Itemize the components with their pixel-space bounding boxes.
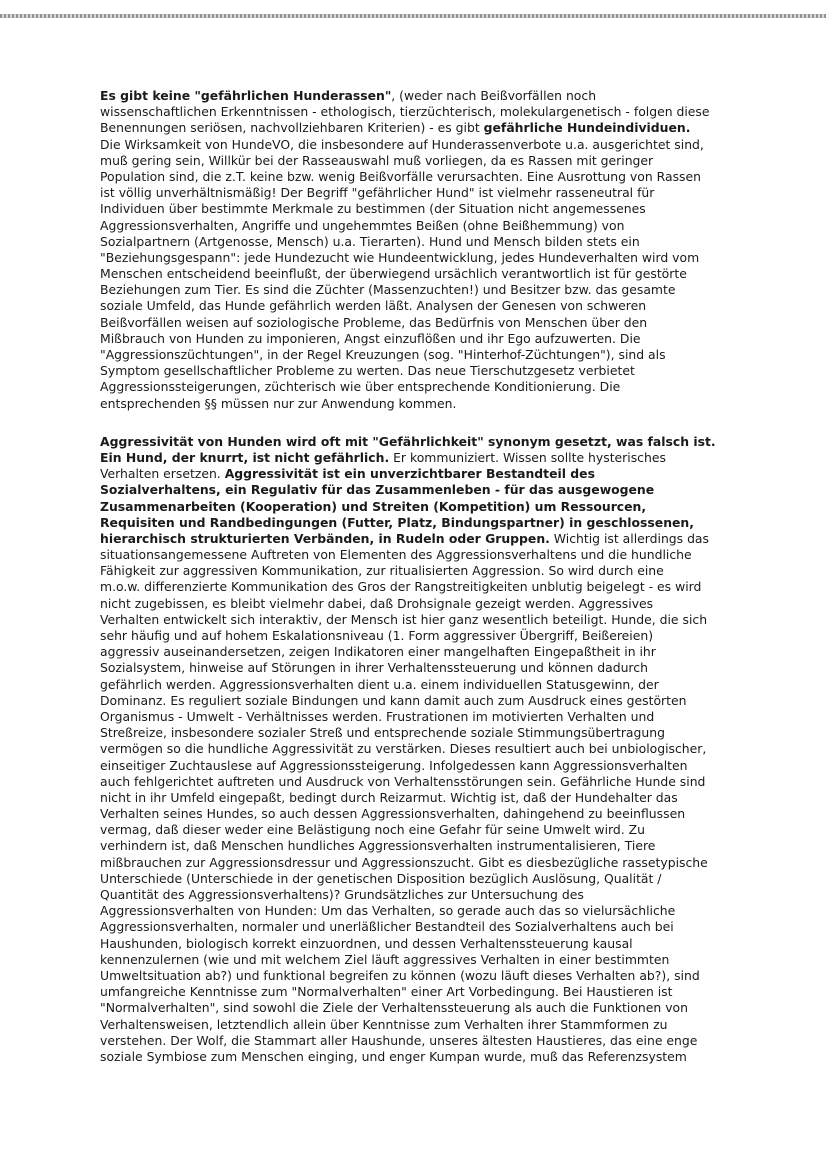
text-run: Quantität des Aggressionsverhaltens)? Grundsätzliches zur Untersuchung des (100, 887, 584, 902)
text-run: Umweltsituation ab?) und funktional begreifen zu können (wozu läuft dieses Verhalten ab?), sind (100, 967, 700, 983)
text-run: Verhalten seines Hundes, so auch dessen Aggressionsverhalten, dahingehend zu beeinflussen (100, 806, 686, 822)
text-run: Verhalten ersetzen. (100, 466, 225, 482)
text-line (100, 347, 790, 363)
text-run: Population sind, die z.T. keine bzw. wenig Beißvorfälle verursachten. Eine Ausrottung von Rassen (100, 168, 701, 184)
text-line (100, 903, 790, 919)
text-run: "Normalverhalten", sind sowohl die Ziele der Verhaltenssteuerung als auch die Funktionen von (100, 1000, 688, 1016)
text-line (100, 104, 790, 120)
text-line (100, 725, 790, 741)
text-line (100, 855, 790, 871)
text-run: Verhalten entwickelt sich interaktiv, der Mensch ist hier ganz wesentlich beteiligt. Hunde, die sich (100, 611, 708, 627)
text-run: Sozialsystem, hinweise auf Störungen in ihrer Verhaltenssteuerung und können dadurch (100, 660, 648, 676)
text-run: Organismus - Umwelt - Verhältnisses werden. Frustrationen im motivierten Verhalten und (100, 708, 655, 724)
text-line (100, 660, 790, 676)
text-line (100, 218, 790, 234)
text-run: auch fehlgerichtet auftreten und Ausdruck von Verhaltensstörungen sein. Gefährliche Hunde sind (100, 773, 706, 789)
text-line (100, 282, 790, 298)
bold-text-run: Es gibt keine "gefährlichen Hunderassen" (100, 88, 392, 103)
text-run: Verhaltensweisen, letztendlich allein über Kenntnisse zum Verhalten ihrer Stammformen zu (100, 1016, 668, 1032)
text-line (100, 547, 790, 563)
text-line (100, 185, 790, 201)
text-line (100, 234, 790, 250)
text-line (100, 919, 790, 935)
bold-text-run: Aggressivität ist ein unverzichtbarer Bestandteil des (224, 466, 595, 482)
text-line (100, 790, 790, 806)
text-line (100, 596, 790, 612)
paragraph-dangerous-breeds (100, 88, 790, 412)
text-run: Symptom gesellschaftlicher Probleme zu werten. Das neue Tierschutzgesetz verbietet (100, 363, 635, 379)
bold-text-run: Aggressivität von Hunden wird oft mit "Gefährlichkeit" synonym gesetzt, was falsch ist. (100, 433, 716, 449)
text-line (100, 612, 790, 628)
scan-edge-artifact (0, 14, 826, 18)
text-run: Individuen über bestimmte Merkmale zu bestimmen (der Situation nicht angemessenes (100, 201, 646, 217)
text-run: ist völlig unverhältnismäßig! Der Begriff "gefährlicher Hund" ist vielmehr rasseneutral für (100, 185, 655, 201)
text-run: gefährlich werden. Aggressionsverhalten dient u.a. einem individuellen Statusgewinn, der (100, 676, 659, 692)
text-run: Wichtig ist allerdings das (549, 530, 709, 546)
text-line (100, 331, 790, 347)
text-run: Aggressionsverhalten von Hunden: Um das Verhalten, so gerade auch das so vielursächliche (100, 903, 676, 919)
text-line (100, 1000, 790, 1016)
text-run: vermag, daß dieser weder eine Belästigung noch eine Gefahr für seine Umwelt wird. Zu (100, 822, 645, 838)
text-run: einseitiger Zuchtauslese auf Aggressionssteigerung. Infolgedessen kann Aggressionsverhalten (100, 757, 688, 773)
bold-text-run: gefährliche Hundeindividuen. (483, 120, 691, 136)
text-line (100, 579, 790, 595)
text-run: Fähigkeit zur aggressiven Kommunikation, zur ritualisierten Aggression. So wird durch eine (100, 563, 664, 579)
bold-text-run: hierarchisch strukturierten Verbänden, in Rudeln oder Gruppen. (100, 530, 550, 546)
text-line (100, 298, 790, 314)
text-line (100, 1017, 790, 1033)
text-line (100, 693, 790, 709)
text-run: "Beziehungsgespann": jede Hundezucht wie Hundeentwicklung, jedes Hundeverhalten wird vom (100, 249, 700, 265)
text-line (100, 266, 790, 282)
text-run: , (weder nach Beißvorfällen noch (391, 88, 597, 103)
text-run: soziale Umfeld, das Hunde gefährlich werden läßt. Analysen der Genesen von schweren (100, 298, 647, 314)
bold-text-run: Sozialverhaltens, ein Regulativ für das Zusammenleben - für das ausgewogene (100, 482, 655, 498)
text-line (100, 822, 790, 838)
text-line (100, 1033, 790, 1049)
text-line (100, 871, 790, 887)
bold-text-run: Ein Hund, der knurrt, ist nicht gefährlich. (100, 449, 390, 465)
text-run: m.o.w. differenzierte Kommunikation des Gros der Rangstreitigkeiten unblutig beigelegt - es wird (100, 579, 702, 595)
text-run: Sozialpartnern (Artgenosse, Mensch) u.a. Tierarten). Hund und Mensch bilden stets ein (100, 233, 640, 249)
text-line (100, 838, 790, 854)
text-run: entsprechenden §§ müssen nur zur Anwendung kommen. (100, 395, 457, 411)
text-run: Er kommuniziert. Wissen sollte hysterisches (389, 449, 666, 465)
text-run: nicht in ihr Umfeld eingepaßt, bedingt durch Reizarmut. Wichtig ist, daß der Hundehalter das (100, 789, 678, 805)
text-line (100, 741, 790, 757)
text-line (100, 396, 790, 412)
text-run: mißbrauchen zur Aggressionsdressur und Aggressionszucht. Gibt es diesbezügliche rassetypische (100, 854, 708, 870)
text-run: wissenschaftlichen Erkenntnissen - ethologisch, tierzüchterisch, molekulargenetisch - folgen diese (100, 104, 710, 120)
text-run: aggressiv auseinandersetzen, zeigen Indikatoren einer mangelhaften Eingepaßtheit in ihr (100, 644, 656, 660)
text-line (100, 169, 790, 185)
text-line (100, 499, 790, 515)
text-run: Haushunden, biologisch korrekt einzuordnen, und dessen Verhaltenssteuerung kausal (100, 935, 633, 951)
text-line (100, 968, 790, 984)
text-run: soziale Symbiose zum Menschen einging, und enger Kumpan wurde, muß das Referenzsystem (100, 1048, 687, 1064)
text-line (100, 137, 790, 153)
text-line (100, 515, 790, 531)
text-run: Beziehungen zum Tier. Es sind die Züchter (Massenzuchten!) und Besitzer bzw. das gesamte (100, 282, 676, 298)
text-line (100, 677, 790, 693)
text-line (100, 936, 790, 952)
text-run: Benennungen seriösen, nachvollziehbaren Kriterien) - es gibt (100, 120, 484, 136)
text-run: Die Wirksamkeit von HundeVO, die insbesondere auf Hunderassenverbote u.a. ausgerichtet sind, (100, 136, 704, 152)
document-body (100, 88, 790, 1065)
text-run: Menschen entscheidend beeinflußt, der überwiegend ursächlich verantwortlich ist für gestörte (100, 266, 687, 282)
paragraph-aggressiveness (100, 434, 790, 1065)
text-run: kennenzulernen (wie und mit welchem Ziel läuft aggressives Verhalten in einer bestimmten (100, 951, 670, 967)
text-line (100, 153, 790, 169)
text-line (100, 466, 790, 482)
text-run: nicht zugebissen, es bleibt vielmehr dabei, daß Drohsignale gezeigt werden. Aggressives (100, 595, 654, 611)
text-run: verhindern ist, daß Menschen hundliches Aggressionsverhalten instrumentalisieren, Tiere (100, 838, 656, 854)
text-run: Streßreize, insbesondere sozialer Streß und entsprechende soziale Stimmungsübertragung (100, 725, 665, 741)
text-line (100, 563, 790, 579)
text-run: "Aggressionszüchtungen", in der Regel Kreuzungen (sog. "Hinterhof-Züchtungen"), sind als (100, 347, 666, 362)
text-run: muß gering sein, Willkür bei der Rasseauswahl muß vorliegen, da es Rassen mit geringer (100, 152, 654, 168)
text-run: verstehen. Der Wolf, die Stammart aller Haushunde, unseres ältesten Haustieres, das eine enge (100, 1032, 698, 1048)
bold-text-run: Zusammenarbeiten (Kooperation) und Streiten (Kompetition) um Ressourcen, (100, 498, 647, 514)
text-line (100, 709, 790, 725)
text-run: Aggressionsverhalten, Angriffe und ungehemmtes Beißen (ohne Beißhemmung) von (100, 217, 625, 233)
text-run: Dominanz. Es reguliert soziale Bindungen und kann damit auch zum Ausdruck eines gestörten (100, 692, 687, 708)
text-line (100, 88, 790, 104)
text-line (100, 120, 790, 136)
text-line (100, 315, 790, 331)
text-line (100, 887, 790, 903)
text-line (100, 482, 790, 498)
text-line (100, 644, 790, 660)
text-line (100, 434, 790, 450)
text-run: situationsangemessene Auftreten von Elementen des Aggressionsverhaltens und die hundliche (100, 547, 692, 563)
text-run: Mißbrauch von Hunden zu imponieren, Angst einzuflößen und ihr Ego aufzuwerten. Die (100, 330, 641, 346)
text-line (100, 952, 790, 968)
text-run: Aggressionssteigerungen, züchterisch wie über entsprechende Konditionierung. Die (100, 379, 621, 395)
text-run: vermögen so die hundliche Aggressivität zu verstärken. Dieses resultiert auch bei unbiologischer, (100, 741, 707, 757)
text-line (100, 774, 790, 790)
text-line (100, 363, 790, 379)
text-line (100, 1049, 790, 1065)
text-line (100, 379, 790, 395)
text-run: Aggressionsverhalten, normaler und unerläßlicher Bestandteil des Sozialverhaltens auch bei (100, 919, 674, 935)
text-line (100, 450, 790, 466)
text-run: sehr häufig und auf hohem Eskalationsniveau (1. Form aggressiver Übergriff, Beißereien) (100, 628, 654, 643)
text-line (100, 250, 790, 266)
text-line (100, 984, 790, 1000)
text-line (100, 201, 790, 217)
text-run: Beißvorfällen weisen auf soziologische Probleme, das Bedürfnis von Menschen über den (100, 314, 648, 330)
text-line (100, 758, 790, 774)
text-line (100, 628, 790, 644)
text-run: umfangreiche Kenntnisse zum "Normalverhalten" einer Art Vorbedingung. Bei Haustieren ist (100, 984, 673, 1000)
text-line (100, 531, 790, 547)
text-line (100, 806, 790, 822)
text-run: Unterschiede (Unterschiede in der genetischen Disposition bezüglich Auslösung, Qualität / (100, 870, 662, 886)
bold-text-run: Requisiten und Randbedingungen (Futter, Platz, Bindungspartner) in geschlossenen, (100, 514, 694, 530)
